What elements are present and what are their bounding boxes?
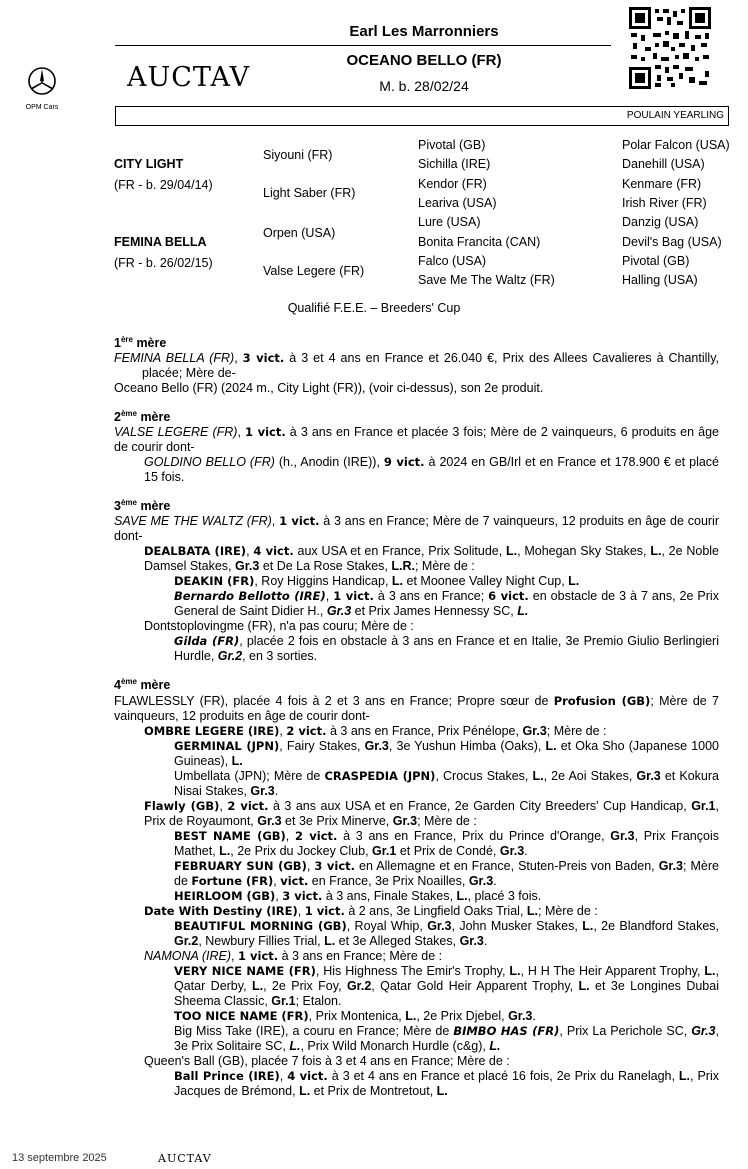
box-left	[115, 106, 116, 126]
paragraph: BEAUTIFUL MORNING (GB), Royal Whip, Gr.3, John Musker Stakes, L., 2e Blandford Stakes, Gr.2, Newbury Fillies Trial, L. et 3e Alleged Stakes, Gr.3.	[174, 918, 719, 948]
pedigree-gen2: Light Saber (FR)	[263, 186, 356, 200]
pedigree-gen4: Danehill (USA)	[622, 157, 705, 171]
sponsor-logo	[20, 66, 64, 111]
qr-code	[629, 7, 711, 89]
pedigree-gen3: Lure (USA)	[418, 215, 481, 229]
paragraph: FLAWLESSLY (FR), placée 4 fois à 2 et 3 ans en France; Propre sœur de Profusion (GB); Mère de 7 vainqueurs, 12 produits en âge de courir dont-	[114, 693, 719, 723]
paragraph: FEMINA BELLA (FR), 3 vict. à 3 et 4 ans en France et 26.040 €, Prix des Allees Cavalieres à Chantilly, placée; Mère de-	[114, 351, 719, 381]
sire-name: CITY LIGHT	[114, 157, 184, 171]
pedigree-gen3: Save Me The Waltz (FR)	[418, 273, 555, 287]
paragraph: FEBRUARY SUN (GB), 3 vict. en Allemagne et en France, Stuten-Preis von Baden, Gr.3; Mère de Fortune (FR), vict. en France, 3e Prix Noailles, Gr.3.	[174, 858, 719, 888]
pedigree-gen3: Falco (USA)	[418, 254, 487, 268]
pedigree-gen3: Pivotal (GB)	[418, 138, 486, 152]
pedigree-gen4: Danzig (USA)	[622, 215, 699, 229]
section-title-2: 2ème mère	[114, 409, 171, 425]
section-title-1: 1ère mère	[114, 335, 167, 351]
box-bottom	[115, 125, 729, 126]
horse-details: M. b. 28/02/24	[379, 78, 469, 94]
box-right	[728, 106, 729, 126]
brand-logo: AUCTAV	[127, 62, 251, 93]
paragraph: NAMONA (IRE), 1 vict. à 3 ans en France; Mère de :	[144, 948, 443, 963]
pedigree-gen2: Siyouni (FR)	[263, 148, 333, 162]
footer-date: 13 septembre 2025	[12, 1152, 107, 1164]
paragraph: Queen's Ball (GB), placée 7 fois à 3 et 4 ans en France; Mère de :	[144, 1053, 510, 1068]
paragraph: OMBRE LEGERE (IRE), 2 vict. à 3 ans en France, Prix Pénélope, Gr.3; Mère de :	[144, 723, 607, 738]
paragraph: SAVE ME THE WALTZ (FR), 1 vict. à 3 ans en France; Mère de 7 vainqueurs, 12 produits en âge de courir dont-	[114, 514, 719, 544]
pedigree-gen3: Bonita Francita (CAN)	[418, 235, 541, 249]
paragraph: GERMINAL (JPN), Fairy Stakes, Gr.3, 3e Yushun Himba (Oaks), L. et Oka Sho (Japanese 1000 Guineas), L.	[174, 738, 720, 768]
paragraph: VALSE LEGERE (FR), 1 vict. à 3 ans en France et placée 3 fois; Mère de 2 vainqueurs, 6 produits en âge de courir dont-	[114, 425, 719, 455]
header-rule	[115, 45, 611, 46]
pedigree-gen4: Pivotal (GB)	[622, 254, 690, 268]
paragraph: TOO NICE NAME (FR), Prix Montenica, L., 2e Prix Djebel, Gr.3.	[174, 1008, 536, 1023]
pedigree-gen4: Halling (USA)	[622, 273, 698, 287]
section-title-3: 3ème mère	[114, 498, 171, 514]
paragraph: VERY NICE NAME (FR), His Highness The Emir's Trophy, L., H H The Heir Apparent Trophy, L., Qatar Derby, L., 2e Prix Foy, Gr.2, Qatar Gold Heir Apparent Trophy, L. et 3e Longines Dubai Sheema Classic, Gr.1; Etalon.	[174, 963, 719, 1008]
paragraph: GOLDINO BELLO (FR) (h., Anodin (IRE)), 9 vict. à 2024 en GB/Irl et en France et 178.900 € et placé 15 fois.	[144, 455, 720, 485]
paragraph: Oceano Bello (FR) (2024 m., City Light (FR)), (voir ci-dessus), son 2e produit.	[114, 381, 544, 396]
category-label: POULAIN YEARLING	[626, 110, 724, 121]
dam-name: FEMINA BELLA	[114, 235, 207, 249]
sponsor-name: OPM Cars	[25, 104, 59, 111]
paragraph: DEAKIN (FR), Roy Higgins Handicap, L. et Moonee Valley Night Cup, L.	[174, 574, 580, 589]
paragraph: Date With Destiny (IRE), 1 vict. à 2 ans, 3e Lingfield Oaks Trial, L.; Mère de :	[144, 903, 598, 918]
paragraph: Gilda (FR), placée 2 fois en obstacle à 3 ans en France et en Italie, 3e Premio Giulio Berlingieri Hurdle, Gr.2, en 3 sorties.	[174, 634, 719, 664]
pedigree-gen4: Irish River (FR)	[622, 196, 707, 210]
footer-logo: AUCTAV	[158, 1152, 212, 1165]
mercedes-star-icon	[27, 66, 57, 96]
paragraph: Big Miss Take (IRE), a couru en France; Mère de BIMBO HAS (FR), Prix La Perichole SC, Gr.3, 3e Prix Solitaire SC, L., Prix Wild Monarch Hurdle (c&g), L.	[174, 1023, 719, 1053]
pedigree-gen3: Kendor (FR)	[418, 177, 487, 191]
pedigree-gen2: Orpen (USA)	[263, 226, 336, 240]
sire-info: (FR - b. 29/04/14)	[114, 178, 213, 192]
paragraph: DEALBATA (IRE), 4 vict. aux USA et en France, Prix Solitude, L., Mohegan Sky Stakes, L., 2e Noble Damsel Stakes, Gr.3 et De La Rose Stakes, L.R.; Mère de :	[144, 544, 720, 574]
pedigree-gen3: Sichilla (IRE)	[418, 157, 491, 171]
paragraph: Flawly (GB), 2 vict. à 3 ans aux USA et en France, 2e Garden City Breeders' Cup Handicap, Gr.1, Prix de Royaumont, Gr.3 et 3e Prix Minerve, Gr.3; Mère de :	[144, 798, 719, 828]
pedigree-gen4: Devil's Bag (USA)	[622, 235, 722, 249]
paragraph: Dontstoplovingme (FR), n'a pas couru; Mère de :	[144, 619, 414, 634]
paragraph: Bernardo Bellotto (IRE), 1 vict. à 3 ans en France; 6 vict. en obstacle de 3 à 7 ans, 2e Prix General de Saint Didier H., Gr.3 et Prix James Hennessy SC, L.	[174, 589, 719, 619]
section-title-4: 4ème mère	[114, 677, 171, 693]
pedigree-gen3: Leariva (USA)	[418, 196, 497, 210]
horse-name: OCEANO BELLO (FR)	[346, 52, 502, 69]
paragraph: Umbellata (JPN); Mère de CRASPEDIA (JPN), Crocus Stakes, L., 2e Aoi Stakes, Gr.3 et Kokura Nisai Stakes, Gr.3.	[174, 768, 719, 798]
breeder-name: Earl Les Marronniers	[349, 23, 499, 40]
pedigree-gen4: Polar Falcon (USA)	[622, 138, 730, 152]
paragraph: BEST NAME (GB), 2 vict. à 3 ans en France, Prix du Prince d'Orange, Gr.3, Prix François Mathet, L., 2e Prix du Jockey Club, Gr.1 et Prix de Condé, Gr.3.	[174, 828, 719, 858]
paragraph: Ball Prince (IRE), 4 vict. à 3 et 4 ans en France et placé 16 fois, 2e Prix du Ranelagh, L., Prix Jacques de Brémond, L. et Prix de Montretout, L.	[174, 1068, 719, 1098]
pedigree-gen4: Kenmare (FR)	[622, 177, 702, 191]
pedigree-gen2: Valse Legere (FR)	[263, 264, 365, 278]
paragraph: HEIRLOOM (GB), 3 vict. à 3 ans, Finale Stakes, L., placé 3 fois.	[174, 888, 542, 903]
dam-line-text	[114, 332, 719, 1099]
box-top	[115, 106, 729, 107]
dam-info: (FR - b. 26/02/15)	[114, 256, 213, 270]
qualification: Qualifié F.E.E. – Breeders' Cup	[287, 301, 461, 315]
